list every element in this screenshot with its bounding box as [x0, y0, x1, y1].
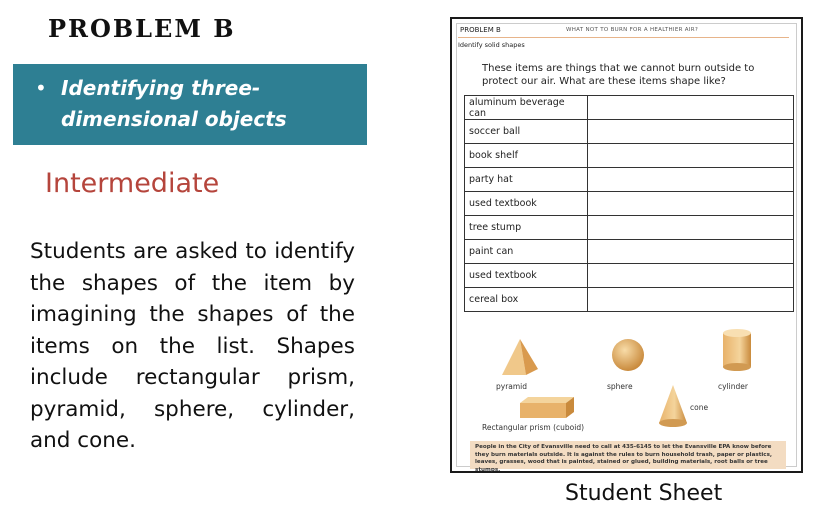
table-row [465, 216, 794, 240]
table-row [465, 240, 794, 264]
item-name: party hat [465, 168, 588, 192]
bullet-icon: • [35, 76, 47, 100]
item-name: paint can [465, 240, 588, 264]
item-name: cereal box [465, 288, 588, 312]
difficulty-level: Intermediate [45, 168, 220, 199]
item-name: book shelf [465, 144, 588, 168]
answer-cell[interactable] [588, 264, 794, 288]
sphere-icon [610, 337, 646, 373]
sheet-note: People in the City of Evansville need to call at 435-6145 to let the Evansville EPA know before they burn materials outside. It is against the rules to burn household trash, paper or plastics, leaves, grasses, wood that is painted, stained or glued, building materials, root balls or tree stumps. [470, 441, 786, 469]
item-name: tree stump [465, 216, 588, 240]
item-name: used textbook [465, 264, 588, 288]
answer-cell[interactable] [588, 216, 794, 240]
sheet-caption: Student Sheet [565, 481, 723, 506]
table-row [465, 288, 794, 312]
topic-text: Identifying three-dimensional objects [61, 76, 287, 131]
sheet-subheading: Identify solid shapes [458, 41, 525, 49]
answer-cell[interactable] [588, 120, 794, 144]
table-row [465, 168, 794, 192]
page-title: PROBLEM B [48, 14, 236, 43]
sheet-instructions: These items are things that we cannot burn outside to protect our air. What are these items shape like? [482, 63, 755, 87]
table-row [465, 96, 794, 120]
sheet-divider [458, 37, 789, 38]
answer-cell[interactable] [588, 288, 794, 312]
cylinder-icon [720, 327, 754, 373]
table-row [465, 264, 794, 288]
cuboid-icon [518, 396, 576, 420]
item-name: soccer ball [465, 120, 588, 144]
item-name: used textbook [465, 192, 588, 216]
description-text: Students are asked to identify the shapes of the item by imagining the shapes of the items on the list. Shapes include rectangular prism, pyramid, sphere, cylinder, and cone. [30, 239, 355, 453]
student-sheet [450, 17, 803, 473]
answer-cell[interactable] [588, 192, 794, 216]
sheet-header: WHAT NOT TO BURN FOR A HEALTHIER AIR? [566, 27, 699, 33]
sphere-label: sphere [607, 382, 633, 391]
answer-cell[interactable] [588, 240, 794, 264]
sheet-problem-label: PROBLEM B [460, 26, 501, 34]
cuboid-label: Rectangular prism (cuboid) [482, 423, 585, 432]
item-name: aluminum beverage can [465, 96, 588, 120]
table-row [465, 192, 794, 216]
cone-label: cone [690, 403, 709, 412]
pyramid-label: pyramid [496, 382, 528, 391]
topic-banner [13, 64, 367, 145]
answer-cell[interactable] [588, 96, 794, 120]
table-row [465, 144, 794, 168]
answer-cell[interactable] [588, 144, 794, 168]
answer-cell[interactable] [588, 168, 794, 192]
items-table [464, 95, 794, 312]
pyramid-icon [496, 337, 542, 379]
cone-icon [656, 383, 690, 429]
cylinder-label: cylinder [718, 382, 748, 391]
table-row [465, 120, 794, 144]
